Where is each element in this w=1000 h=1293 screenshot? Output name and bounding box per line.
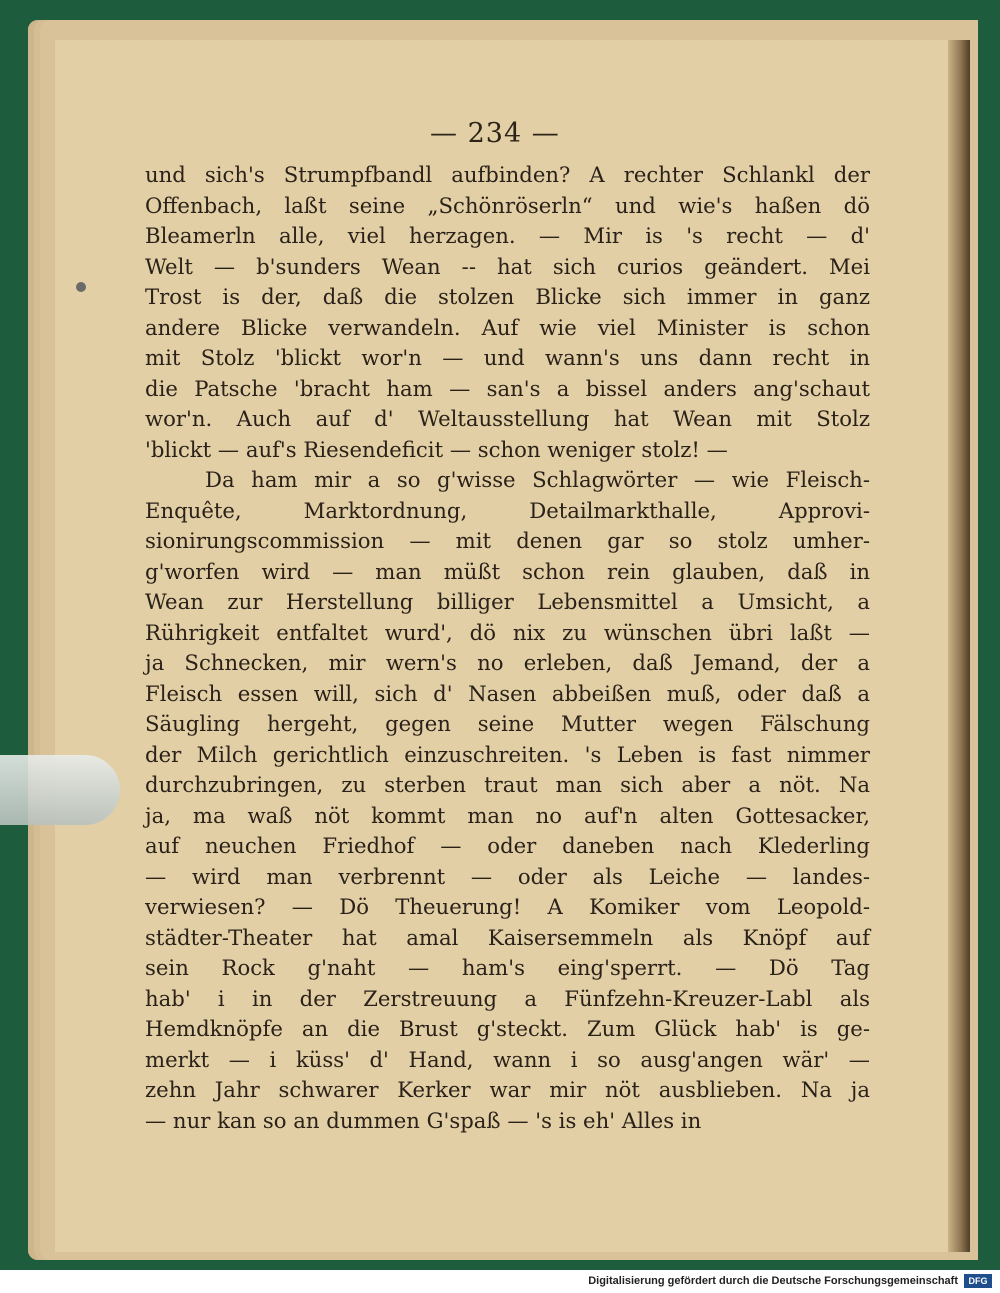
text-line: merkt — i küss' d' Hand, wann i so ausg'angen wär' — bbox=[145, 1046, 870, 1072]
footer-bar bbox=[0, 1270, 1000, 1293]
text-line: andere Blicke verwandeln. Auf wie viel Minister is schon bbox=[145, 314, 870, 340]
text-line: die Patsche 'bracht ham — san's a bissel anders ang'schaut bbox=[145, 375, 870, 401]
text-line: Trost is der, daß die stolzen Blicke sich immer in ganz bbox=[145, 284, 870, 309]
text-line: zehn Jahr schwarer Kerker war mir nöt ausblieben. Na ja bbox=[145, 1077, 870, 1102]
text-line: Fleisch essen will, sich d' Nasen abbeißen muß, oder daß a bbox=[145, 680, 870, 706]
text-line: ja, ma waß nöt kommt man no auf'n alten Gottesacker, bbox=[145, 802, 870, 828]
text-line: Säugling hergeht, gegen seine Mutter wegen Fälschung bbox=[145, 711, 870, 736]
bookmark-tab bbox=[0, 755, 120, 825]
text-line: Offenbach, laßt seine „Schönröserln“ und wie's haßen dö bbox=[145, 192, 870, 218]
page-text bbox=[145, 160, 870, 1136]
text-line: verwiesen? — Dö Theuerung! A Komiker vom Leopold- bbox=[145, 894, 870, 919]
text-line: g'worfen wird — man müßt schon rein glauben, daß in bbox=[145, 558, 870, 584]
text-line: auf neuchen Friedhof — oder daneben nach Klederling bbox=[145, 833, 870, 858]
page-gutter bbox=[948, 40, 970, 1252]
text-line: der Milch gerichtlich einzuschreiten. 's Leben is fast nimmer bbox=[145, 741, 870, 767]
text-line: Da ham mir a so g'wisse Schlagwörter — wie Fleisch- bbox=[205, 467, 870, 492]
text-line: — wird man verbrennt — oder als Leiche — landes- bbox=[145, 863, 870, 889]
text-line: Enquête, Marktordnung, Detailmarkthalle, Approvi- bbox=[145, 497, 870, 523]
text-line: wor'n. Auch auf d' Weltausstellung hat Wean mit Stolz bbox=[145, 406, 870, 431]
page-number: — 234 — bbox=[430, 118, 560, 149]
text-line: Rührigkeit entfaltet wurd', dö nix zu wünschen übri laßt — bbox=[145, 619, 870, 645]
text-line: hab' i in der Zerstreuung a Fünfzehn-Kreuzer-Labl als bbox=[145, 985, 870, 1011]
text-line: ja Schnecken, mir wern's no erleben, daß Jemand, der a bbox=[145, 650, 870, 675]
text-line: und sich's Strumpfbandl aufbinden? A rechter Schlankl der bbox=[145, 162, 870, 187]
text-line: sionirungscommission — mit denen gar so stolz umher- bbox=[145, 528, 870, 553]
text-line: mit Stolz 'blickt wor'n — und wann's uns dann recht in bbox=[145, 345, 870, 370]
text-line: 'blickt — auf's Riesendeficit — schon weniger stolz! — bbox=[145, 436, 728, 462]
punch-hole-mark bbox=[76, 282, 86, 292]
text-line: — nur kan so an dummen G'spaß — 's is eh' Alles in bbox=[145, 1107, 702, 1133]
text-line: Wean zur Herstellung billiger Lebensmittel a Umsicht, a bbox=[145, 589, 870, 614]
dfg-logo: DFG bbox=[964, 1274, 992, 1288]
text-line: sein Rock g'naht — ham's eing'sperrt. — Dö Tag bbox=[145, 955, 870, 980]
footer-credit: Digitalisierung gefördert durch die Deutsche Forschungsgemeinschaft bbox=[588, 1275, 958, 1287]
text-line: Hemdknöpfe an die Brust g'steckt. Zum Glück hab' is ge- bbox=[145, 1016, 870, 1041]
text-line: Bleamerln alle, viel herzagen. — Mir is 's recht — d' bbox=[145, 223, 870, 248]
text-line: städter-Theater hat amal Kaisersemmeln als Knöpf auf bbox=[145, 924, 870, 950]
text-line: durchzubringen, zu sterben traut man sich aber a nöt. Na bbox=[145, 772, 870, 797]
text-line: Welt — b'sunders Wean -- hat sich curios geändert. Mei bbox=[145, 253, 870, 279]
